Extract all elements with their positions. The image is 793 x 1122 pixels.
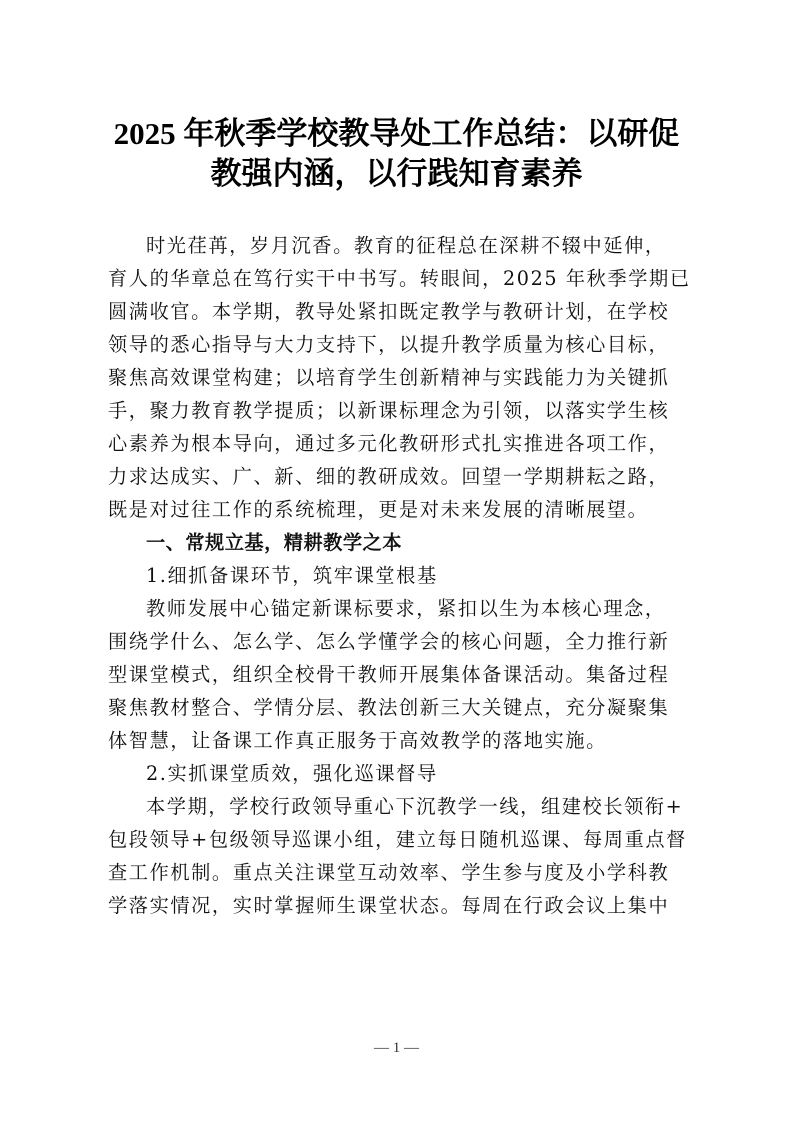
paragraph-line: 教师发展中心锚定新课标要求，紧扣以生为本核心理念， [146,597,666,620]
paragraph-line: 学落实情况，实时掌握师生课堂状态。每周在行政会议上集中 [108,894,670,917]
paragraph-line: 心素养为根本导向，通过多元化教研形式扎实推进各项工作， [108,432,670,455]
paragraph-line: 育人的华章总在笃行实干中书写。转眼间，2025 年秋季学期已 [108,267,691,290]
title-line-1: 2025 年秋季学校教导处工作总结：以研促 [113,116,680,151]
paragraph-line: 手，聚力教育教学提质；以新课标理念为引领，以落实学生核 [108,399,670,422]
paragraph-line: 本学期，学校行政领导重心下沉教学一线，组建校长领衔+ [146,795,684,818]
section-heading: 一、常规立基，精耕教学之本 [146,531,402,554]
document-body [108,229,692,922]
paragraph-line: 体智慧，让备课工作真正服务于高效教学的落地实施。 [108,729,607,752]
paragraph-line: 围绕学什么、怎么学、怎么学懂学会的核心问题，全力推行新 [108,630,670,653]
paragraph-line: 型课堂模式，组织全校骨干教师开展集体备课活动。集备过程 [108,663,670,686]
paragraph-line: 聚焦高效课堂构建；以培育学生创新精神与实践能力为关键抓 [108,366,670,389]
paragraph-line: 聚焦教材整合、学情分层、教法创新三大关键点，充分凝聚集 [108,696,670,719]
paragraph-line: 查工作机制。重点关注课堂互动效率、学生参与度及小学科教 [108,861,670,884]
paragraph-line: 力求达成实、广、新、细的教研成效。回望一学期耕耘之路， [108,465,670,488]
paragraph-line: 领导的悉心指导与大力支持下，以提升教学质量为核心目标， [108,333,670,356]
subsection-heading: 2.实抓课堂质效，强化巡课督导 [146,762,438,785]
paragraph-line: 时光荏苒，岁月沉香。教育的征程总在深耕不辍中延伸， [146,234,666,257]
subsection-heading: 1.细抓备课环节，筑牢课堂根基 [146,564,438,587]
paragraph-line: 既是对过往工作的系统梳理，更是对未来发展的清晰展望。 [108,498,649,521]
document-title [90,114,703,194]
title-line-2: 教强内涵，以行践知育素养 [210,156,583,191]
paragraph-line: 圆满收官。本学期，教导处紧扣既定教学与教研计划，在学校 [108,300,670,323]
page-number: — 1 — [374,1040,419,1056]
paragraph-line: 包段领导+包级领导巡课小组，建立每日随机巡课、每周重点督 [108,828,687,851]
